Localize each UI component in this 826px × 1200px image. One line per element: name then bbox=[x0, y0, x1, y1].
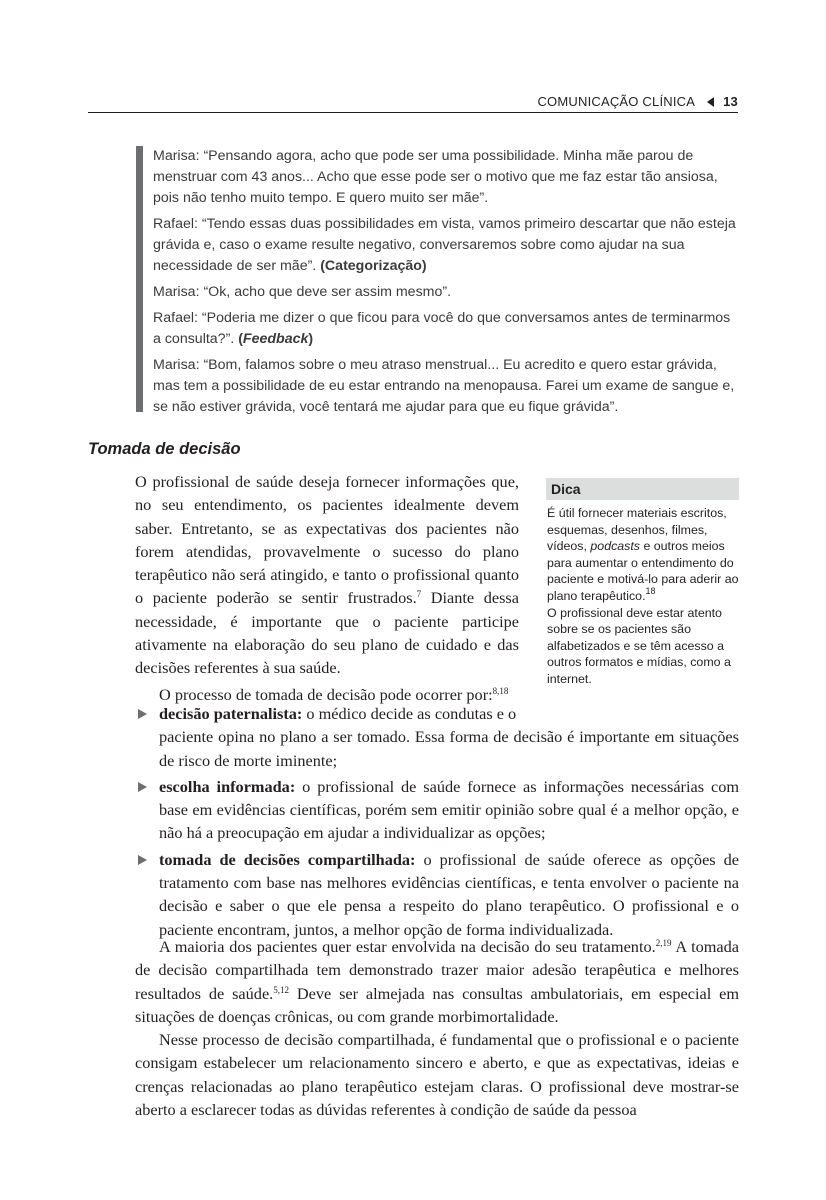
tip-box-body: É útil fornecer materiais escritos, esquemas, desenhos, filmes, vídeos, podcasts e outros meios para aumentar o entendimento do paciente e motivá-lo para aderir ao plano terapêutico.$^{18}$ O profissional deve estar atento sobre se os pacientes são alfabetizados e se têm acesso a outros formatos e mídias, como a internet. bbox=[547, 506, 739, 686]
running-title: COMUNICAÇÃO CLÍNICA bbox=[537, 94, 696, 109]
body-paragraph: Nesse processo de decisão compartilhada, é fundamental que o profissional e o paciente consigam estabelecer um relacionamento sincero e aberto, e que as expectativas, ideias e crenças relacionadas ao plano terapêutico estejam claras. O profissional deve mostrar-se aberto a esclarecer todas as dúvidas referentes à condição de saúde da pessoa bbox=[135, 1030, 739, 1119]
running-header bbox=[88, 88, 738, 113]
intro-paragraph: O profissional de saúde deseja fornecer informações que, no seu entendimento, os pacientes idealmente devem saber. Entretanto, se as expectativas dos pacientes não forem atendidas, provavelmente o sucesso do plano terapêutico não será atingido, e tanto o profissional quanto o paciente poderão se sentir frustrados.$^7$ Diante dessa necessidade, é importante que o paciente participe ativamente na elaboração do seu plano de cuidado e das decisões referentes à sua saúde. bbox=[135, 472, 519, 678]
list-term: tomada de decisões compartilhada: bbox=[159, 849, 416, 869]
dialogue-line: Marisa: “Bom, falamos sobre o meu atraso menstrual... Eu acredito e quero estar grávida, mas tem a possibilidade de eu estar entrando na menopausa. Farei um exame de sangue e, se não estiver grávida, você tentará me ajudar para que eu fique grávida”. bbox=[153, 357, 735, 415]
triangle-bullet-icon bbox=[138, 782, 147, 792]
list-item: decisão paternalista: o médico decide as condutas e o paciente opina no plano a ser tomado. Essa forma de decisão é importante em situações de risco de morte iminente; bbox=[135, 702, 739, 772]
list-item: tomada de decisões compartilhada: o profissional de saúde oferece as opções de tratamento com base nas melhores evidências científicas, e tenta envolver o paciente na decisão e saber o que ele pensa a respeito do plano terapêutico. O profissional e o paciente encontram, juntos, a melhor opção de forma individualizada. bbox=[135, 848, 739, 941]
dialogue-line: Marisa: “Ok, acho que deve ser assim mesmo”. bbox=[153, 284, 452, 300]
citation: 7 bbox=[416, 589, 422, 600]
triangle-bullet-icon bbox=[138, 855, 147, 865]
section-heading: Tomada de decisão bbox=[88, 440, 241, 458]
technique-label: (Feedback) bbox=[238, 331, 314, 347]
citation: 18 bbox=[645, 585, 656, 596]
decision-types-list bbox=[135, 702, 739, 944]
intro-paragraph: O processo de tomada de decisão pode ocorrer por:$^{8,18}$ bbox=[159, 684, 509, 704]
triangle-bullet-icon bbox=[138, 709, 147, 719]
left-triangle-icon bbox=[707, 97, 714, 107]
list-item: escolha informada: o profissional de saúde fornece as informações necessárias com base em evidências científicas, porém sem emitir opinião sobre qual é a melhor opção, e não há a preocupação em ajudar a individualizar as opções; bbox=[135, 775, 739, 845]
dialogue-line: Marisa: “Pensando agora, acho que pode ser uma possibilidade. Minha mãe parou de menstruar com 43 anos... Acho que esse pode ser o motivo que me faz estar tão ansiosa, pois não tenho muito tempo. E quero muito ser mãe”. bbox=[153, 148, 718, 206]
citation: 2,19 bbox=[655, 938, 672, 948]
tip-box-title: Dica bbox=[546, 478, 739, 500]
tip-box bbox=[546, 478, 739, 688]
dialogue-block bbox=[136, 146, 740, 415]
header-content bbox=[537, 94, 738, 109]
citation: 8,18 bbox=[492, 685, 509, 696]
page-number: 13 bbox=[723, 94, 738, 109]
dialogue-line: Rafael: “Poderia me dizer o que ficou para você do que conversamos antes de terminarmos a consulta?”. (Feedback) bbox=[153, 310, 731, 347]
intro-text bbox=[135, 470, 519, 706]
list-term: escolha informada: bbox=[159, 776, 296, 796]
body-paragraph: A maioria dos pacientes quer estar envolvida na decisão do seu tratamento.$^{2,19}$ A tomada de decisão compartilhada tem demonstrado trazer maior adesão terapêutica e melhores resultados de saúde.$^{5,12}$ Deve ser almejada nas consultas ambulatoriais, em especial em situações de doenças crônicas, ou com grande morbimortalidade. bbox=[135, 937, 740, 1026]
technique-label: (Categorização) bbox=[320, 258, 427, 274]
citation: 5,12 bbox=[273, 984, 289, 995]
list-term: decisão paternalista: bbox=[159, 704, 303, 723]
dialogue-line: Rafael: “Tendo essas duas possibilidades em vista, vamos primeiro descartar que não esteja grávida e, caso o exame resulte negativo, conversaremos sobre como ajudar na sua necessidade de ser mãe”. (Categorização) bbox=[153, 216, 736, 274]
